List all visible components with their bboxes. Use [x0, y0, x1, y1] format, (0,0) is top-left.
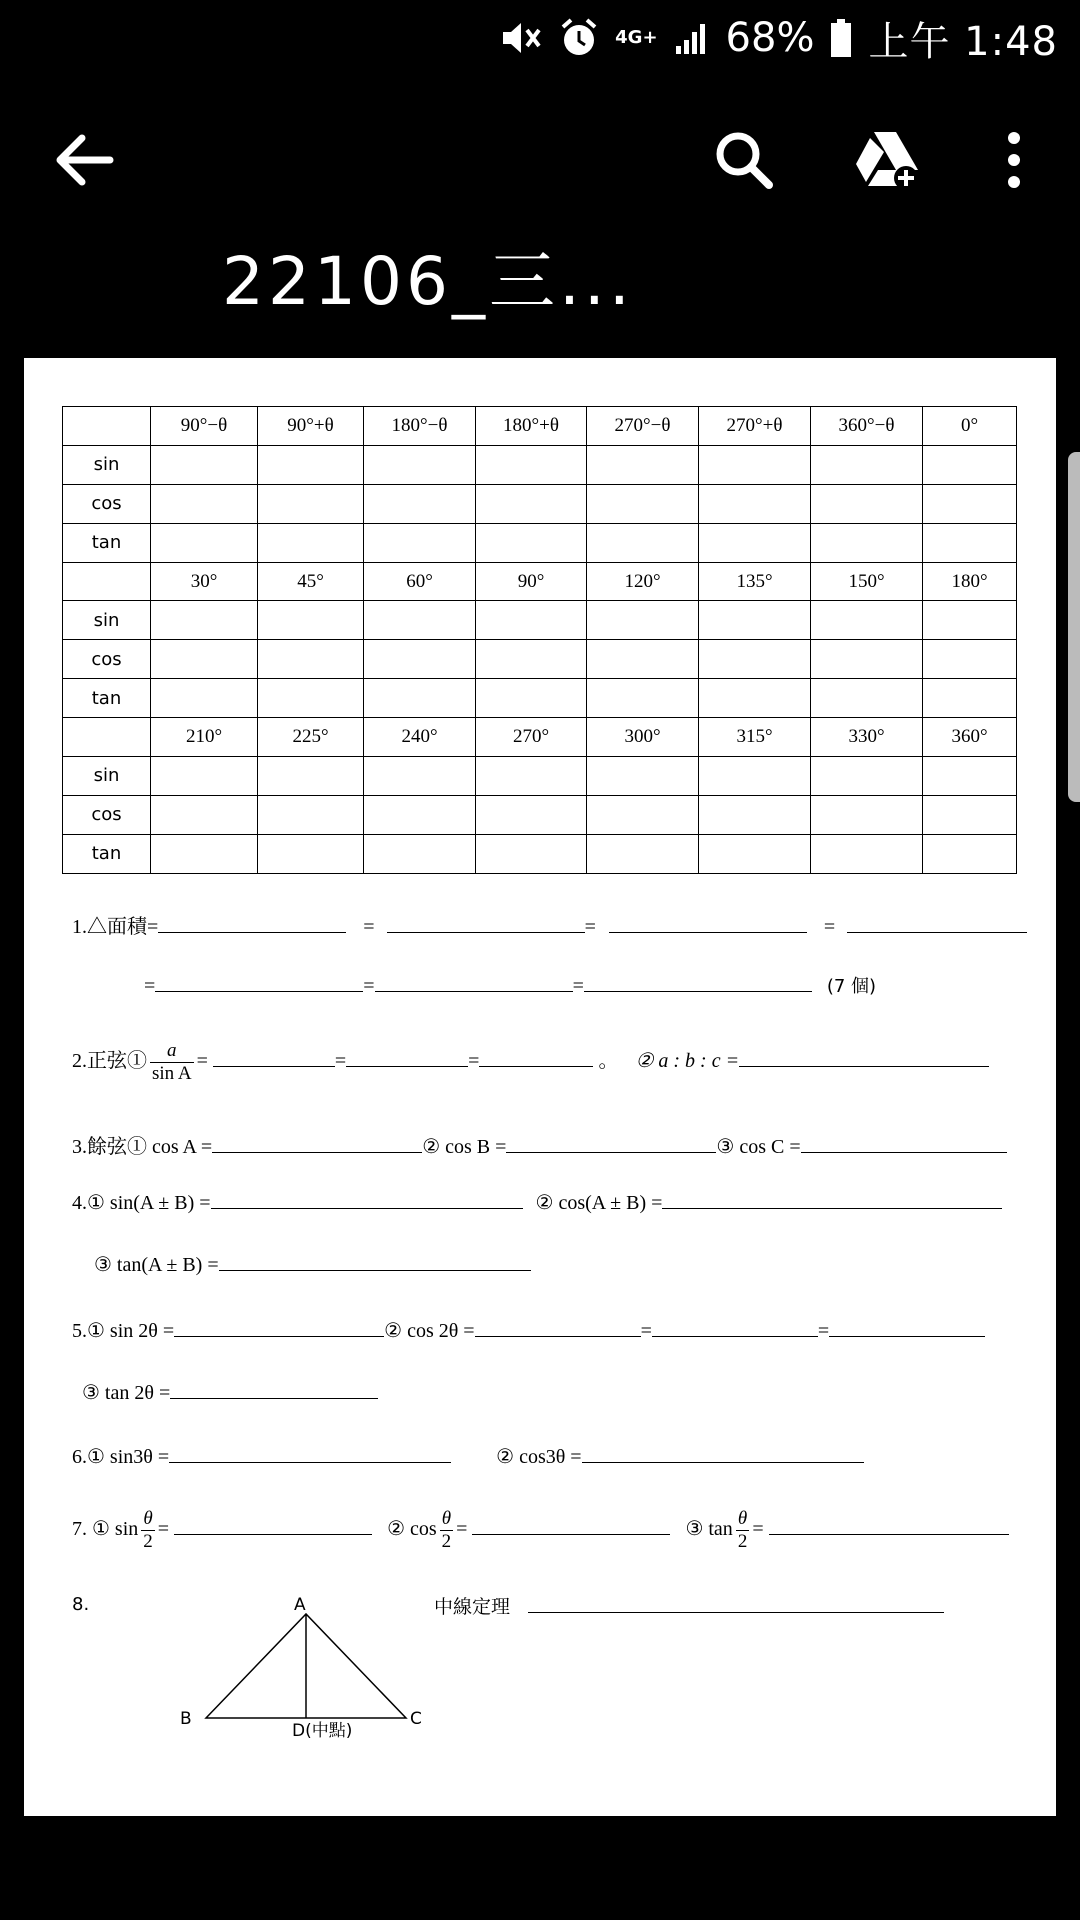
status-bar [0, 0, 1080, 78]
battery-icon [830, 18, 852, 58]
vertex-a-label: A [294, 1595, 306, 1615]
answer-cell [476, 445, 587, 484]
answer-cell [151, 834, 258, 873]
blank [829, 1318, 985, 1337]
angle-header: 180°−θ [364, 407, 476, 446]
answer-cell [811, 640, 923, 679]
angle-header: 135° [699, 562, 811, 601]
answer-cell [151, 795, 258, 834]
answer-cell [587, 484, 699, 523]
table-cell [63, 407, 151, 446]
answer-cell [364, 484, 476, 523]
answer-cell [923, 757, 1017, 796]
angle-header: 90°+θ [258, 407, 364, 446]
search-icon[interactable] [712, 128, 776, 192]
angle-header: 180° [923, 562, 1017, 601]
angle-header: 270° [476, 718, 587, 757]
add-to-drive-icon[interactable] [852, 128, 922, 192]
blank [213, 1048, 335, 1067]
function-label: tan [63, 679, 151, 718]
angle-header: 30° [151, 562, 258, 601]
app-bar [0, 78, 1080, 356]
question-5: 5.① sin 2θ = ② cos 2θ = = = [72, 1318, 985, 1343]
answer-cell [476, 523, 587, 562]
blank [174, 1318, 384, 1337]
answer-cell [699, 445, 811, 484]
q8-label: 8. [72, 1594, 90, 1615]
question-4 [72, 1190, 1002, 1215]
answer-cell [364, 834, 476, 873]
answer-cell [923, 523, 1017, 562]
blank [662, 1190, 1002, 1209]
answer-cell [811, 834, 923, 873]
question-3 [72, 1130, 1007, 1159]
q7-label: 7. ① sin [72, 1518, 139, 1541]
answer-cell [151, 679, 258, 718]
angle-header: 60° [364, 562, 476, 601]
table-row [63, 601, 1017, 640]
blank [528, 1594, 944, 1613]
trig-value-table [62, 406, 1017, 874]
answer-cell [923, 445, 1017, 484]
triangle-diagram [144, 1590, 444, 1740]
fraction: $\frac{a}{\text{sin A}}$ [152, 1040, 192, 1084]
q1-count: (7 個) [826, 976, 877, 997]
blank [506, 1134, 716, 1153]
answer-cell [811, 484, 923, 523]
function-label: sin [63, 757, 151, 796]
answer-cell [258, 795, 364, 834]
answer-cell [258, 601, 364, 640]
answer-cell [364, 523, 476, 562]
table-cell [63, 718, 151, 757]
question-5-cont [82, 1380, 378, 1405]
angle-header: 270°−θ [587, 407, 699, 446]
question-1: 1.△面積= = = = [72, 910, 1027, 939]
answer-cell [699, 679, 811, 718]
table-row [63, 834, 1017, 873]
answer-cell [923, 601, 1017, 640]
answer-cell [151, 523, 258, 562]
answer-cell [587, 757, 699, 796]
answer-cell [923, 484, 1017, 523]
function-label: sin [63, 601, 151, 640]
question-8-theorem [434, 1592, 944, 1619]
q5-label: 5.① sin 2θ = [72, 1320, 175, 1342]
q3-label: 3.餘弦① cos A = [72, 1136, 213, 1158]
answer-cell [364, 679, 476, 718]
answer-cell [151, 445, 258, 484]
angle-header: 225° [258, 718, 364, 757]
function-label: sin [63, 445, 151, 484]
fraction: $\frac{\theta}{2}$ [441, 1508, 452, 1552]
answer-cell [258, 445, 364, 484]
angle-header: 210° [151, 718, 258, 757]
clock: 上午 1:48 [868, 18, 1058, 65]
blank [387, 914, 585, 933]
q2-ratio: ② a : b : c = [635, 1050, 740, 1073]
question-4-cont [94, 1252, 531, 1277]
mute-vibrate-icon [501, 18, 543, 58]
answer-cell [587, 834, 699, 873]
answer-cell [923, 640, 1017, 679]
table-header-row [63, 407, 1017, 446]
signal-icon [674, 20, 710, 56]
angle-header: 120° [587, 562, 699, 601]
blank [609, 914, 807, 933]
angle-header: 360° [923, 718, 1017, 757]
q6-label: 6.① sin3θ = [72, 1446, 170, 1468]
table-row [63, 679, 1017, 718]
q5-c: ③ tan 2θ = [82, 1382, 171, 1404]
table-cell [63, 562, 151, 601]
answer-cell [587, 679, 699, 718]
answer-cell [476, 795, 587, 834]
function-label: cos [63, 640, 151, 679]
table-header-row [63, 562, 1017, 601]
answer-cell [811, 523, 923, 562]
q3-b: ② cos B = [422, 1136, 507, 1158]
blank [169, 1444, 451, 1463]
answer-cell [151, 484, 258, 523]
angle-header: 45° [258, 562, 364, 601]
answer-cell [476, 834, 587, 873]
document-title: 22106_三... [222, 243, 634, 320]
function-label: tan [63, 834, 151, 873]
angle-header: 90° [476, 562, 587, 601]
answer-cell [699, 640, 811, 679]
answer-cell [587, 795, 699, 834]
answer-cell [923, 679, 1017, 718]
answer-cell [811, 795, 923, 834]
answer-cell [699, 757, 811, 796]
document-page [24, 358, 1056, 1816]
q4-label: 4.① sin(A ± B) = [72, 1192, 211, 1214]
question-1-cont: = = = (7 個) [144, 975, 877, 997]
blank [479, 1048, 593, 1067]
answer-cell [811, 679, 923, 718]
table-row [63, 795, 1017, 834]
median-theorem-label: 中線定理 [434, 1596, 511, 1618]
blank [739, 1048, 989, 1067]
blank [158, 914, 346, 933]
angle-header: 315° [699, 718, 811, 757]
table-row [63, 757, 1017, 796]
more-options-icon[interactable] [998, 128, 1030, 192]
blank [346, 1048, 468, 1067]
q7-c: ③ tan [685, 1518, 733, 1541]
angle-header: 150° [811, 562, 923, 601]
function-label: tan [63, 523, 151, 562]
answer-cell [587, 640, 699, 679]
table-header-row [63, 718, 1017, 757]
table-row [63, 445, 1017, 484]
blank [582, 1444, 864, 1463]
answer-cell [364, 757, 476, 796]
table-row [63, 523, 1017, 562]
answer-cell [151, 601, 258, 640]
q5-b: ② cos 2θ = [384, 1320, 475, 1342]
answer-cell [476, 757, 587, 796]
angle-header: 90°−θ [151, 407, 258, 446]
angle-header: 270°+θ [699, 407, 811, 446]
vertex-b-label: B [180, 1709, 192, 1729]
answer-cell [476, 484, 587, 523]
blank [847, 914, 1027, 933]
answer-cell [587, 523, 699, 562]
blank [652, 1318, 818, 1337]
blank [219, 1252, 531, 1271]
answer-cell [699, 484, 811, 523]
answer-cell [364, 795, 476, 834]
angle-header: 300° [587, 718, 699, 757]
answer-cell [587, 601, 699, 640]
answer-cell [258, 757, 364, 796]
blank [375, 973, 573, 992]
answer-cell [258, 523, 364, 562]
answer-cell [699, 795, 811, 834]
question-6 [72, 1444, 864, 1469]
q4-b: ② cos(A ± B) = [535, 1192, 663, 1214]
blank [769, 1516, 1009, 1535]
blank [211, 1190, 523, 1209]
blank [155, 973, 363, 992]
blank [174, 1516, 372, 1535]
function-label: cos [63, 795, 151, 834]
answer-cell [923, 795, 1017, 834]
answer-cell [258, 484, 364, 523]
vertex-c-label: C [410, 1709, 422, 1729]
angle-header: 330° [811, 718, 923, 757]
fraction: $\frac{\theta}{2}$ [143, 1508, 153, 1552]
q1-label: 1.△面積= [72, 916, 159, 938]
question-7: 7. ① sin $\frac{\theta}{2}$ = ② cos $\frac{\theta}{2}$ = ③ tan $\frac{\theta}{2}$ = [72, 1508, 1009, 1553]
angle-header: 240° [364, 718, 476, 757]
function-label: cos [63, 484, 151, 523]
answer-cell [811, 757, 923, 796]
answer-cell [811, 601, 923, 640]
q3-c: ③ cos C = [716, 1136, 801, 1158]
q4-c: ③ tan(A ± B) = [94, 1254, 219, 1276]
back-arrow-icon[interactable] [52, 128, 116, 192]
answer-cell [811, 445, 923, 484]
angle-header: 0° [923, 407, 1017, 446]
table-row [63, 484, 1017, 523]
answer-cell [587, 445, 699, 484]
question-2: 2.正弦① $\frac{a}{\text{sin A}}$ = = = 。 ② a : b : c = [72, 1040, 989, 1085]
blank [475, 1318, 641, 1337]
battery-percent: 68% [725, 15, 815, 61]
angle-header: 360°−θ [811, 407, 923, 446]
network-type: 4G+ [615, 27, 658, 48]
midpoint-d-label: D(中點) [292, 1721, 353, 1740]
answer-cell [151, 640, 258, 679]
alarm-icon [559, 17, 599, 59]
q6-b: ② cos3θ = [496, 1446, 582, 1468]
answer-cell [364, 445, 476, 484]
answer-cell [699, 834, 811, 873]
blank [584, 973, 812, 992]
answer-cell [476, 679, 587, 718]
answer-cell [258, 640, 364, 679]
answer-cell [699, 601, 811, 640]
blank [472, 1516, 670, 1535]
scrollbar[interactable] [1068, 452, 1080, 802]
answer-cell [364, 601, 476, 640]
blank [170, 1380, 378, 1399]
blank [212, 1134, 422, 1153]
answer-cell [923, 834, 1017, 873]
answer-cell [476, 601, 587, 640]
answer-cell [476, 640, 587, 679]
answer-cell [151, 757, 258, 796]
q7-b: ② cos [387, 1518, 437, 1541]
q2-label: 2.正弦① [72, 1050, 147, 1073]
fraction: $\frac{\theta}{2}$ [737, 1508, 748, 1552]
answer-cell [699, 523, 811, 562]
blank [801, 1134, 1007, 1153]
table-row [63, 640, 1017, 679]
angle-header: 180°+θ [476, 407, 587, 446]
answer-cell [364, 640, 476, 679]
answer-cell [258, 679, 364, 718]
answer-cell [258, 834, 364, 873]
